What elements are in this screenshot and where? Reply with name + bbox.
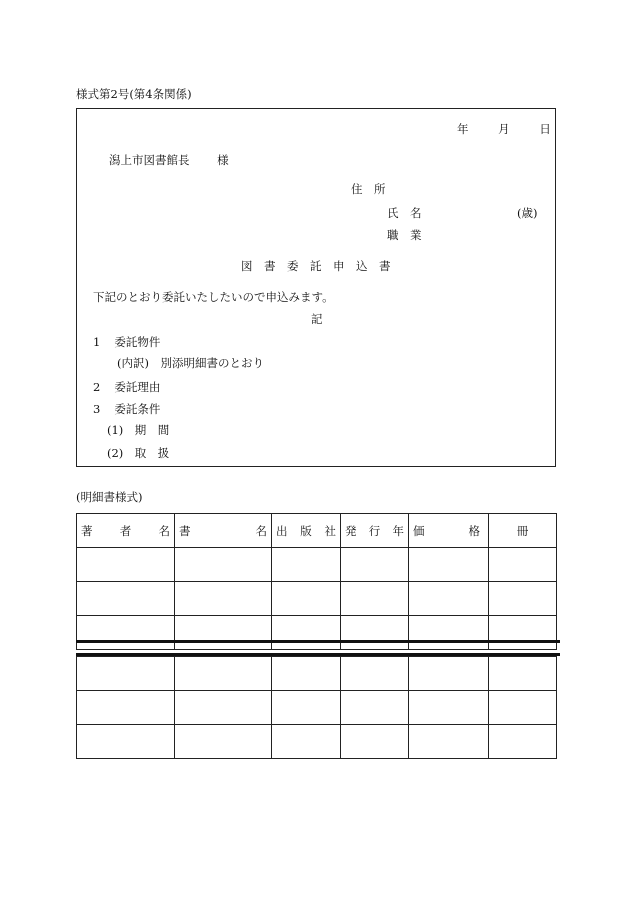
day-label: 日 [539, 122, 551, 136]
item-1: 1 委託物件 [93, 335, 161, 349]
table-row [77, 582, 557, 616]
item-3-period: (1) 期 間 [107, 423, 170, 437]
addressee-name: 潟上市図書館長 [109, 153, 190, 167]
item-1-detail: (内訳) 別添明細書のとおり [117, 356, 264, 370]
detail-table-bottom [76, 656, 557, 759]
header-publisher: 出 版 社 [272, 514, 341, 548]
addressee [109, 152, 229, 168]
item-3-handling: (2) 取 扱 [107, 446, 170, 460]
header-year: 発 行 年 [341, 514, 409, 548]
table-row [77, 691, 557, 725]
table-break-line-top [76, 640, 560, 643]
occupation-label: 職 業 [387, 228, 422, 242]
year-label: 年 [457, 122, 469, 136]
header-author: 著 者 名 [77, 514, 175, 548]
ki-label: 記 [311, 312, 323, 326]
detail-label: (明細書様式) [76, 490, 143, 504]
header-title: 書 名 [175, 514, 272, 548]
name-label: 氏 名 [387, 206, 422, 220]
header-copies: 冊 [489, 514, 557, 548]
application-form [76, 108, 556, 467]
form-title: 図 書 委 託 申 込 書 [241, 259, 391, 273]
form-label: 様式第2号(第4条関係) [76, 87, 192, 101]
addressee-honorific: 様 [217, 153, 229, 167]
date-line [457, 121, 551, 137]
address-label: 住 所 [351, 182, 386, 196]
item-2: 2 委託理由 [93, 380, 161, 394]
item-3: 3 委託条件 [93, 402, 161, 416]
table-row [77, 616, 557, 650]
header-price: 価 格 [409, 514, 489, 548]
table-row [77, 725, 557, 759]
body-text: 下記のとおり委託いたしたいので申込みます。 [93, 290, 334, 304]
table-header-row [77, 514, 557, 548]
table-row [77, 657, 557, 691]
detail-table-top [76, 513, 557, 650]
month-label: 月 [498, 122, 510, 136]
table-row [77, 548, 557, 582]
age-label: (歳) [517, 206, 538, 220]
